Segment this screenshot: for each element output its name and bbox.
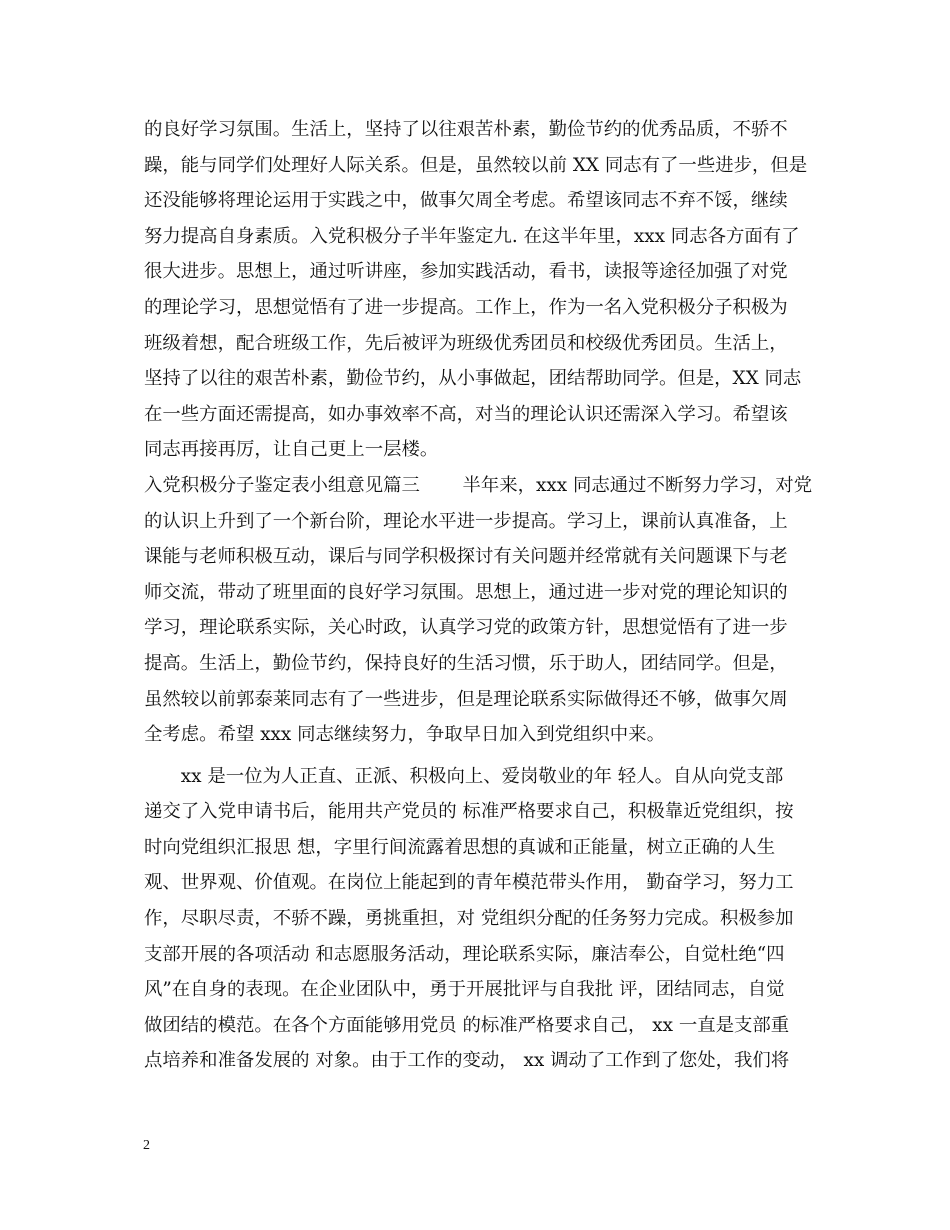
text-line: 很大进步。思想上，通过听讲座，参加实践活动，看书，读报等途径加强了对党 [144, 261, 788, 283]
text-line: 作，尽职尽责，不骄不躁，勇挑重担，对 党组织分配的任务努力完成。积极参加 [144, 908, 794, 930]
text-line: 支部开展的各项活动 和志愿服务活动，理论联系实际，廉洁奉公，自觉杜绝“四 [144, 943, 785, 965]
text-line: 做团结的模范。在各个方面能够用党员 的标准严格要求自己， xx 一直是支部重 [144, 1014, 790, 1036]
text-line: 风”在自身的表现。在企业团队中，勇于开展批评与自我批 评，团结同志，自觉 [144, 979, 785, 1001]
section-heading-line: 入党积极分子鉴定表小组意见篇三 半年来，xxx 同志通过不断努力学习，对党 [144, 474, 813, 496]
text-line: 努力提高自身素质。入党积极分子半年鉴定九. 在这半年里，xxx 同志各方面有了 [144, 225, 800, 247]
text-line: xx 是一位为人正直、正派、积极向上、爱岗敬业的年 轻人。自从向党支部 [144, 765, 784, 787]
text-line: 的理论学习，思想觉悟有了进一步提高。工作上，作为一名入党积极分子积极为 [144, 296, 788, 318]
text-line: 观、世界观、价值观。在岗位上能起到的青年模范带头作用， 勤奋学习，努力工 [144, 872, 794, 894]
text-line: 在一些方面还需提高，如办事效率不高，对当的理论认识还需深入学习。希望该 [144, 403, 788, 425]
text-line: 班级着想，配合班级工作，先后被评为班级优秀团员和校级优秀团员。生活上， [144, 332, 788, 354]
text-line: 递交了入党申请书后，能用共产党员的 标准严格要求自己，积极靠近党组织，按 [144, 801, 794, 823]
text-line: 提高。生活上，勤俭节约，保持良好的生活习惯，乐于助人，团结同学。但是， [144, 652, 788, 674]
text-line: 时向党组织汇报思 想，字里行间流露着思想的真诚和正能量，树立正确的人生 [144, 836, 776, 858]
text-line: 师交流，带动了班里面的良好学习氛围。思想上，通过进一步对党的理论知识的 [144, 581, 788, 603]
text-line: 的认识上升到了一个新台阶，理论水平进一步提高。学习上，课前认真准备，上 [144, 510, 788, 532]
text-line: 躁，能与同学们处理好人际关系。但是，虽然较以前 XX 同志有了一些进步，但是 [144, 154, 808, 176]
text-line: 坚持了以往的艰苦朴素，勤俭节约，从小事做起，团结帮助同学。但是，XX 同志 [144, 368, 802, 390]
text-line: 同志再接再厉，让自己更上一层楼。 [144, 439, 439, 461]
text-line: 的良好学习氛围。生活上，坚持了以往艰苦朴素，勤俭节约的优秀品质，不骄不 [144, 119, 788, 140]
text-line: 虽然较以前郭泰莱同志有了一些进步，但是理论联系实际做得还不够，做事欠周 [144, 688, 788, 710]
text-line: 学习，理论联系实际，关心时政，认真学习党的政策方针，思想觉悟有了进一步 [144, 617, 788, 639]
text-line: 还没能够将理论运用于实践之中，做事欠周全考虑。希望该同志不弃不馁，继续 [144, 190, 788, 212]
page-number: 2 [143, 1138, 150, 1153]
text-line: 全考虑。希望 xxx 同志继续努力，争取早日加入到党组织中来。 [144, 724, 665, 746]
text-line: 课能与老师积极互动，课后与同学积极探讨有关问题并经常就有关问题课下与老 [144, 546, 788, 568]
document-body [144, 112, 813, 1079]
text-line: 点培养和准备发展的 对象。由于工作的变动， xx 调动了工作到了您处，我们将 [144, 1050, 790, 1072]
